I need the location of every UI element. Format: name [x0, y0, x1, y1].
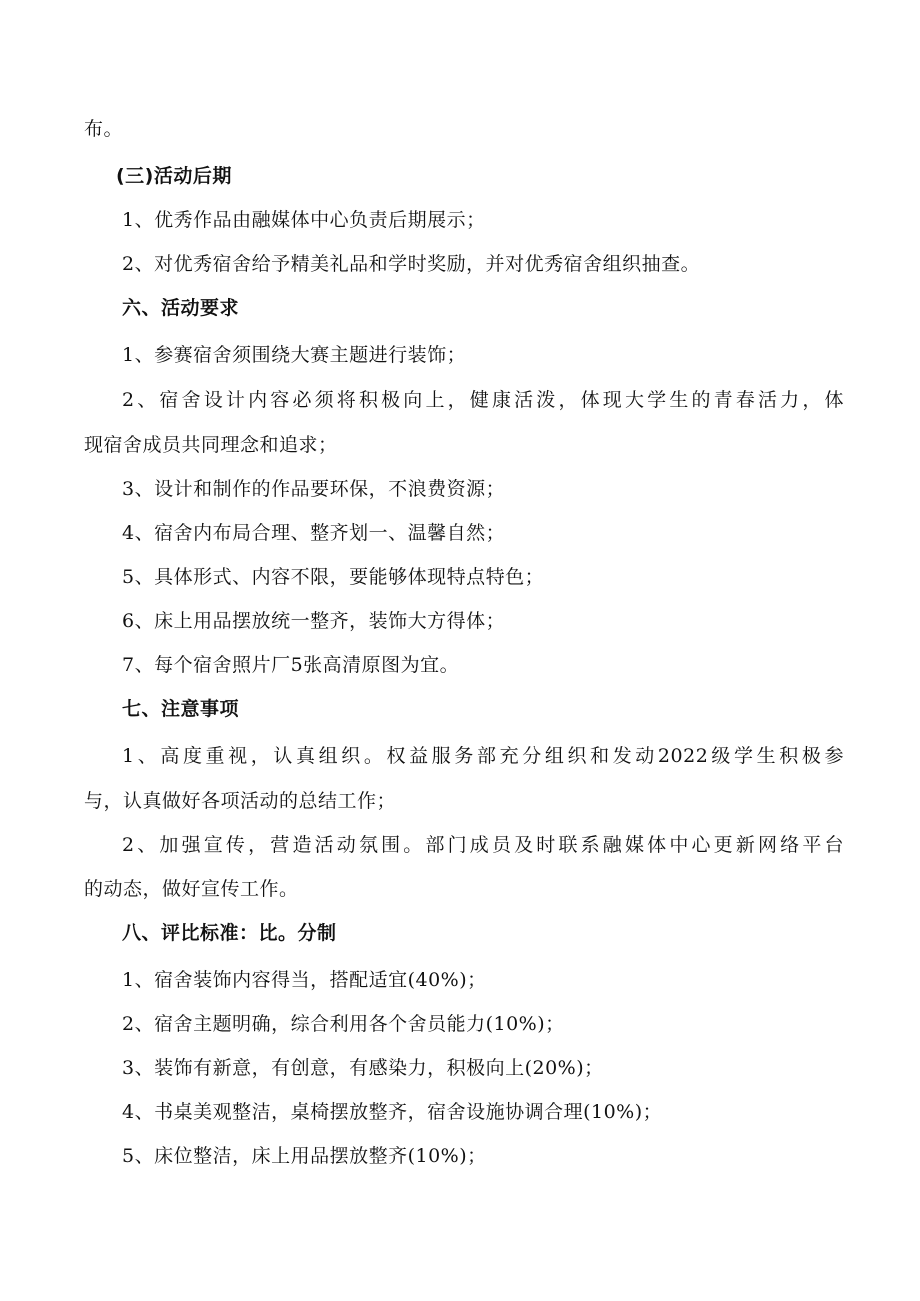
list-item: 7、每个宿舍照片厂5张高清原图为宜。 [122, 654, 460, 676]
list-item: 1、宿舍装饰内容得当，搭配适宜(40%)； [122, 969, 487, 991]
list-item: 1、高度重视，认真组织。权益服务部充分组织和发动2022级学生积极参 [122, 745, 844, 767]
list-item-continuation: 的动态，做好宣传工作。 [84, 878, 299, 900]
section-heading: 六、活动要求 [122, 297, 240, 319]
list-item: 2、加强宣传，营造活动氛围。部门成员及时联系融媒体中心更新网络平台 [122, 834, 844, 856]
text-line: 布。 [84, 118, 124, 140]
list-item: 3、设计和制作的作品要环保，不浪费资源； [122, 478, 506, 500]
list-item: 1、参赛宿舍须围绕大赛主题进行装饰； [122, 344, 467, 366]
list-item: 4、书桌美观整洁，桌椅摆放整齐，宿舍设施协调合理(10%)； [122, 1101, 663, 1123]
list-item: 3、装饰有新意，有创意，有感染力，积极向上(20%)； [122, 1057, 604, 1079]
list-item: 5、床位整洁，床上用品摆放整齐(10%)； [122, 1145, 487, 1167]
list-item: 1、优秀作品由融媒体中心负责后期展示； [122, 209, 486, 231]
section-heading: 八、评比标准：比。分制 [122, 922, 337, 944]
list-item: 4、宿舍内布局合理、整齐划一、温馨自然； [122, 522, 506, 544]
list-item: 2、宿舍主题明确，综合利用各个舍员能力(10%)； [122, 1013, 565, 1035]
list-item: 6、床上用品摆放统一整齐，装饰大方得体； [122, 610, 506, 632]
list-item-continuation: 与，认真做好各项活动的总结工作； [84, 790, 397, 812]
list-item: 2、宿舍设计内容必须将积极向上，健康活泼，体现大学生的青春活力，体 [122, 389, 844, 411]
list-item-continuation: 现宿舍成员共同理念和追求； [84, 434, 338, 456]
list-item: 2、对优秀宿舍给予精美礼品和学时奖励，并对优秀宿舍组织抽查。 [122, 253, 701, 275]
section-heading: 七、注意事项 [122, 698, 240, 720]
list-item: 5、具体形式、内容不限，要能够体现特点特色； [122, 566, 545, 588]
section-subheading: (三)活动后期 [116, 165, 232, 187]
